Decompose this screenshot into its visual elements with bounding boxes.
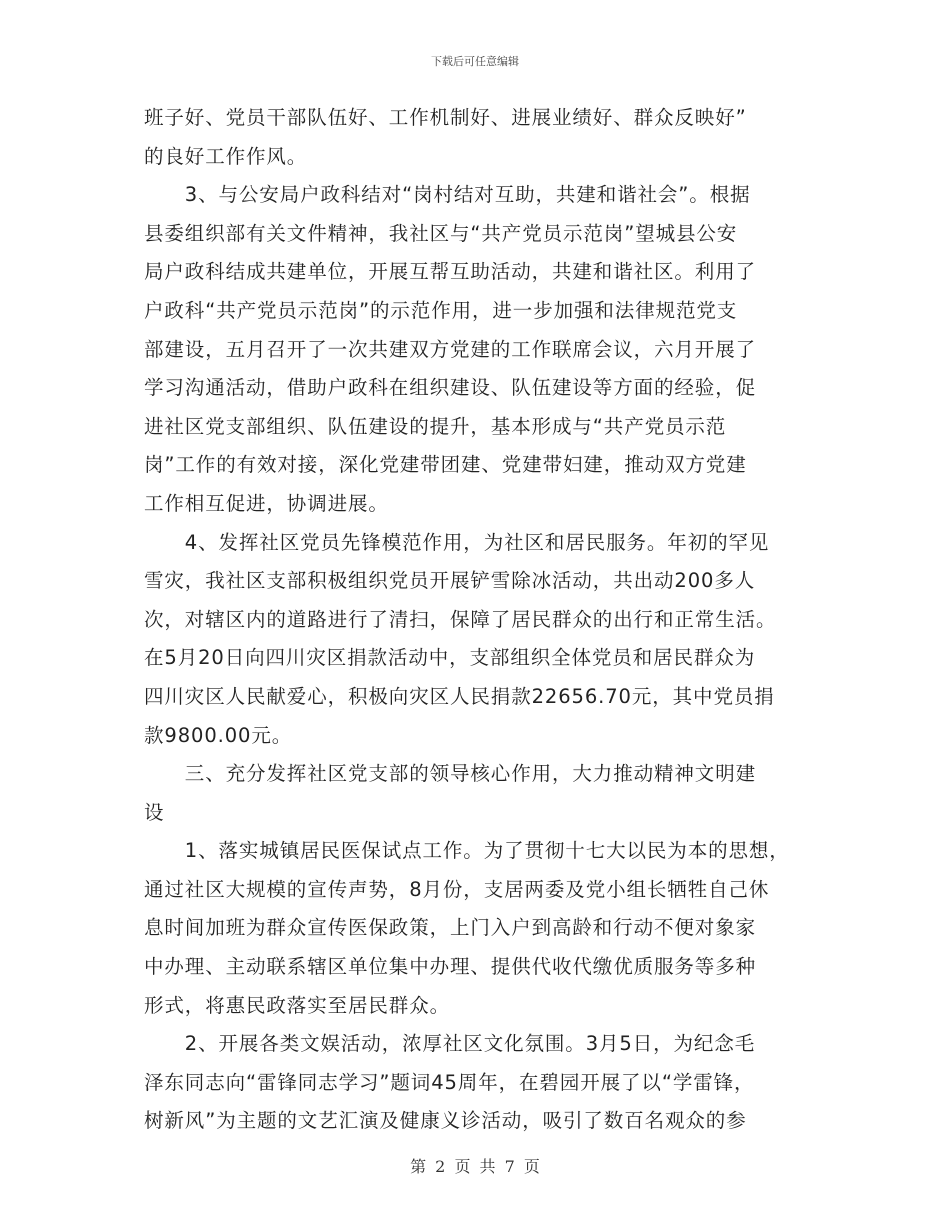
- text-line: 的良好工作作风。: [144, 144, 308, 168]
- text-line: 在5月20日向四川灾区捐款活动中，支部组织全体党员和居民群众为: [144, 646, 756, 670]
- text-line: 设: [144, 800, 165, 824]
- text-line: 中办理、主动联系辖区单位集中办理、提供代收代缴优质服务等多种: [144, 955, 757, 979]
- text-line: 学习沟通活动，借助户政科在组织建设、队伍建设等方面的经验，促: [144, 376, 757, 400]
- text-line: 四川灾区人民献爱心，积极向灾区人民捐款22656.70元，其中党员捐: [144, 684, 775, 708]
- text-line: 岗”工作的有效对接，深化党建带团建、党建带妇建，推动双方党建: [144, 453, 747, 477]
- text-line: 次，对辖区内的道路进行了清扫，保障了居民群众的出行和正常生活。: [144, 607, 777, 631]
- text-line: 树新风”为主题的文艺汇演及健康义诊活动，吸引了数百名观众的参: [144, 1109, 747, 1133]
- text-line: 1、落实城镇居民医保试点工作。为了贯彻十七大以民为本的思想，: [144, 839, 790, 863]
- text-line: 通过社区大规模的宣传声势，8月份，支居两委及党小组长牺牲自己休: [144, 877, 770, 901]
- text-line: 2、开展各类文娱活动，浓厚社区文化氛围。3月5日，为纪念毛: [144, 1032, 756, 1056]
- text-line: 进社区党支部组织、队伍建设的提升，基本形成与“共产党员示范: [144, 414, 727, 438]
- text-line: 三、充分发挥社区党支部的领导核心作用，大力推动精神文明建: [144, 762, 757, 786]
- text-line: 工作相互促进，协调进展。: [144, 491, 389, 515]
- text-line: 泽东同志向“雷锋同志学习”题词45周年，在碧园开展了以“学雷锋，: [144, 1070, 755, 1094]
- page-number-footer: 第 2 页 共 7 页: [410, 1157, 540, 1176]
- text-line: 4、发挥社区党员先锋模范作用，为社区和居民服务。年初的罕见: [144, 530, 770, 554]
- text-line: 班子好、党员干部队伍好、工作机制好、进展业绩好、群众反映好”: [144, 106, 747, 129]
- text-line: 部建设，五月召开了一次共建双方党建的工作联席会议，六月开展了: [144, 337, 757, 361]
- text-line: 息时间加班为群众宣传医保政策，上门入户到高龄和行动不便对象家: [144, 916, 757, 940]
- text-line: 县委组织部有关文件精神，我社区与“共产党员示范岗”望城县公安: [144, 221, 738, 245]
- text-line: 款9800.00元。: [144, 723, 293, 747]
- page-header: 下载后可任意编辑: [431, 55, 519, 68]
- text-line: 局户政科结成共建单位，开展互帮互助活动，共建和谐社区。利用了: [144, 260, 757, 284]
- text-line: 形式，将惠民政落实至居民群众。: [144, 993, 451, 1017]
- text-line: 雪灾，我社区支部积极组织党员开展铲雪除冰活动，共出动200多人: [144, 569, 756, 593]
- document-body: [144, 99, 814, 1141]
- text-line: 3、与公安局户政科结对“岗村结对互助，共建和谐社会”。根据: [144, 183, 751, 207]
- text-line: 户政科“共产党员示范岗”的示范作用，进一步加强和法律规范党支: [144, 298, 738, 322]
